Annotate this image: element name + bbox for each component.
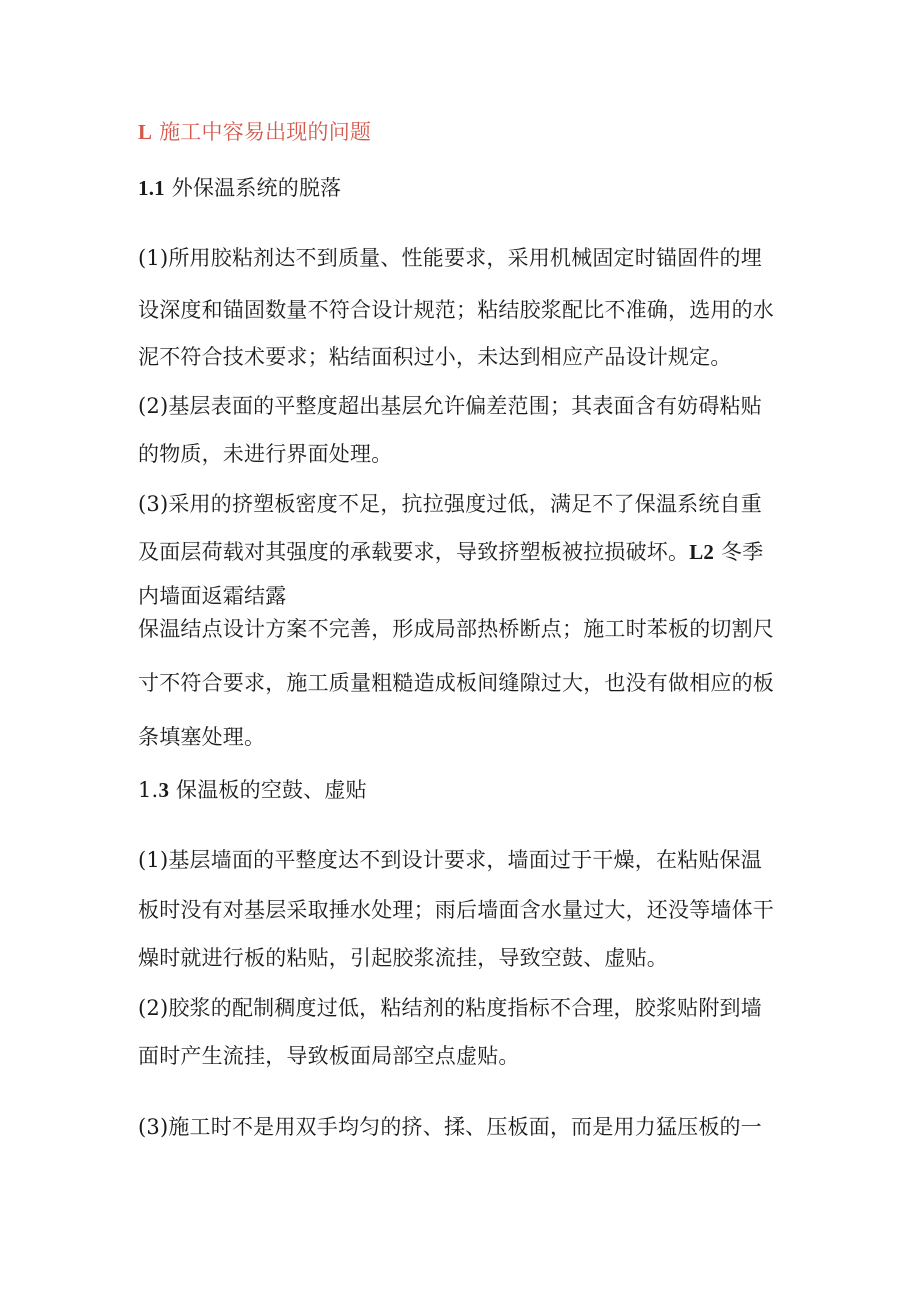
paragraph-line: 板时没有对基层采取捶水处理；雨后墙面含水量过大，还没等墙体干 xyxy=(138,898,774,922)
paragraph-line xyxy=(138,538,763,566)
paragraph-line: 设深度和锚固数量不符合设计规范；粘结胶浆配比不准确，选用的水 xyxy=(138,298,774,322)
paragraph-line: (3)施工时不是用双手均匀的挤、揉、压板面，而是用力猛压板的一 xyxy=(138,1115,762,1139)
subsection-title-continued: 内墙面返霜结露 xyxy=(138,584,287,608)
subsection-title-start: 冬季 xyxy=(721,540,764,564)
subsection-heading-1-1 xyxy=(138,174,341,202)
subsection-number: 1.1 xyxy=(138,176,165,200)
section-title: 施工中容易出现的问题 xyxy=(159,120,372,144)
paragraph-line: (1)基层墙面的平整度达不到设计要求，墙面过于干燥，在粘贴保温 xyxy=(138,848,762,872)
section-heading xyxy=(138,118,371,146)
paragraph-line: (1)所用胶粘剂达不到质量、性能要求，采用机械固定时锚固件的埋 xyxy=(138,246,762,270)
paragraph-line: 的物质，未进行界面处理。 xyxy=(138,442,393,466)
subsection-number: L2 xyxy=(689,540,715,564)
subsection-number-a: 1. xyxy=(138,778,159,802)
paragraph-line: 条填塞处理。 xyxy=(138,725,266,749)
subsection-number-b: 3 xyxy=(158,778,170,802)
paragraph-line: 面时产生流挂，导致板面局部空点虚贴。 xyxy=(138,1044,520,1068)
paragraph-line: (3)采用的挤塑板密度不足，抗拉强度过低，满足不了保温系统自重 xyxy=(138,492,762,516)
paragraph-text: 及面层荷载对其强度的承载要求，导致挤塑板被拉损破坏。 xyxy=(138,540,690,564)
paragraph-line: 燥时就进行板的粘贴，引起胶浆流挂，导致空鼓、虚贴。 xyxy=(138,946,668,970)
subsection-title: 外保温系统的脱落 xyxy=(171,176,342,200)
subsection-title: 保温板的空鼓、虚贴 xyxy=(176,778,367,802)
paragraph-line: 寸不符合要求，施工质量粗糙造成板间缝隙过大，也没有做相应的板 xyxy=(138,671,774,695)
paragraph-line: (2)基层表面的平整度超出基层允许偏差范围；其表面含有妨碍粘贴 xyxy=(138,394,762,418)
paragraph-line: 泥不符合技术要求；粘结面积过小，未达到相应产品设计规定。 xyxy=(138,345,732,369)
section-number: L xyxy=(138,120,153,144)
paragraph-line: 保温结点设计方案不完善，形成局部热桥断点；施工时苯板的切割尺 xyxy=(138,617,774,641)
paragraph-line: (2)胶浆的配制稠度过低，粘结剂的粘度指标不合理，胶浆贴附到墙 xyxy=(138,996,762,1020)
subsection-heading-1-3 xyxy=(138,776,367,804)
